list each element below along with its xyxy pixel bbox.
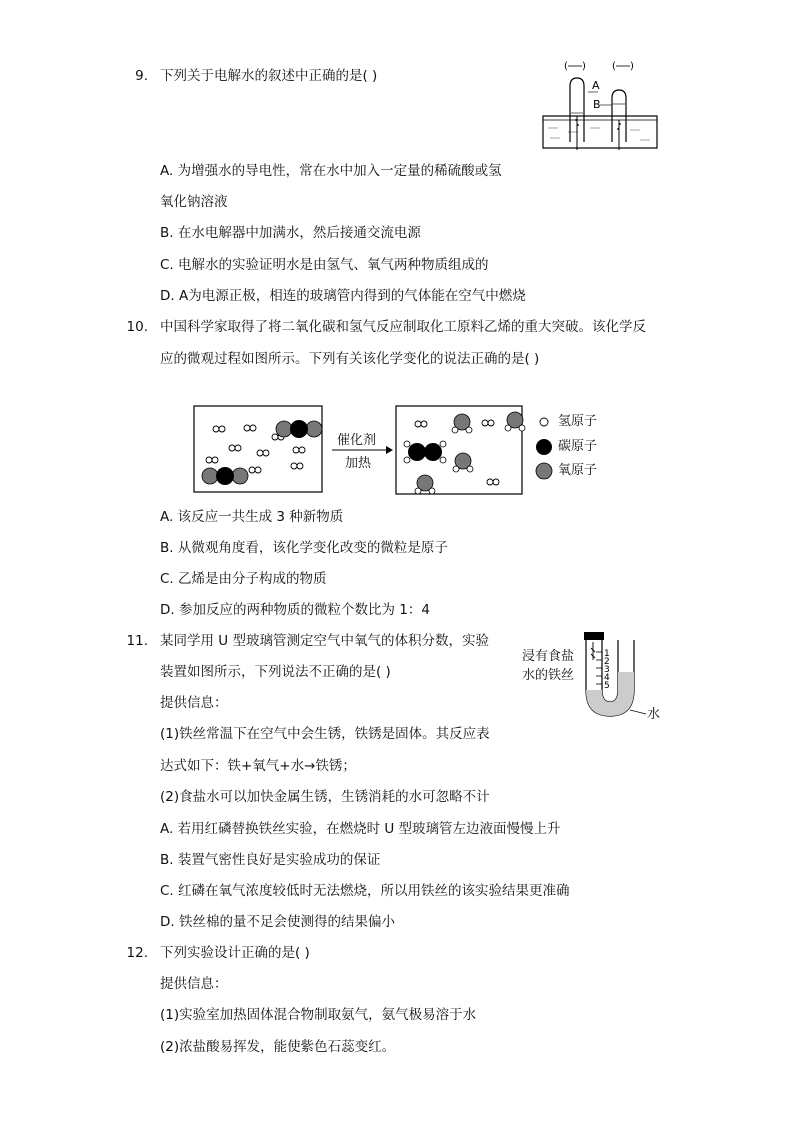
- question-11-stem-line1: 某同学用 U 型玻璃管测定空气中氧气的体积分数，实验: [160, 633, 489, 649]
- q11-option-c: C. 红磷在氧气浓度较低时无法燃烧，所以用铁丝的该实验结果更准确: [160, 883, 570, 899]
- q9-option-a-cont: 氧化钠溶液: [160, 194, 228, 210]
- svg-text:(: (: [564, 61, 568, 72]
- label-iron-wire-line2: 水的铁丝: [522, 668, 575, 683]
- q10-option-c: C. 乙烯是由分子构成的物质: [160, 571, 327, 587]
- q11-info1-line2: 达式如下：铁+氧气+水→铁锈；: [160, 758, 356, 774]
- q9-option-c: C. 电解水的实验证明水是由氢气、氧气两种物质组成的: [160, 257, 489, 273]
- label-b: B: [593, 98, 601, 111]
- reaction-microprocess-figure: [190, 402, 570, 498]
- scale-mark-3: 3: [604, 665, 610, 675]
- question-9-stem: 下列关于电解水的叙述中正确的是( ): [160, 68, 378, 84]
- label-a: A: [592, 79, 600, 92]
- q12-info-title: 提供信息：: [160, 976, 228, 992]
- scale-mark-2: 2: [604, 657, 610, 667]
- scale-mark-5: 5: [604, 681, 610, 691]
- arrow-label-heat: 加热: [345, 456, 372, 471]
- question-11-stem-line2: 装置如图所示，下列说法不正确的是( ): [160, 664, 391, 680]
- question-10-stem-line2: 应的微观过程如图所示。下列有关该化学变化的说法正确的是( ): [160, 351, 540, 367]
- q11-option-b: B. 装置气密性良好是实验成功的保证: [160, 852, 381, 868]
- q11-info1-line1: (1)铁丝常温下在空气中会生锈，铁锈是固体。其反应表: [160, 726, 490, 742]
- legend-hydrogen-label: 氢原子: [558, 414, 598, 429]
- q12-info2: (2)浓盐酸易挥发，能使紫色石蕊变红。: [160, 1039, 396, 1055]
- scale-mark-1: 1: [604, 649, 610, 659]
- question-10-number: 10.: [126, 319, 148, 335]
- question-11-number: 11.: [126, 633, 148, 649]
- q10-option-a: A. 该反应一共生成 3 种新物质: [160, 509, 344, 525]
- q9-option-a: A. 为增强水的导电性，常在水中加入一定量的稀硫酸或氢: [160, 163, 502, 179]
- scale-mark-4: 4: [604, 673, 610, 683]
- q11-option-a: A. 若用红磷替换铁丝实验，在燃烧时 U 型玻璃管左边液面慢慢上升: [160, 821, 561, 837]
- q11-option-d: D. 铁丝棉的量不足会使测得的结果偏小: [160, 914, 395, 930]
- question-12-number: 12.: [126, 945, 148, 961]
- q11-info-title: 提供信息：: [160, 695, 228, 711]
- label-water: 水: [647, 707, 661, 722]
- svg-text:(: (: [612, 61, 616, 72]
- question-9-number: 9.: [135, 68, 148, 84]
- legend-oxygen-label: 氧原子: [558, 463, 598, 478]
- legend-carbon-icon: [536, 439, 552, 455]
- q9-option-b: B. 在水电解器中加满水，然后接通交流电源: [160, 225, 421, 241]
- svg-text:): ): [630, 61, 634, 72]
- legend-carbon-label: 碳原子: [558, 439, 598, 454]
- q12-info1: (1)实验室加热固体混合物制取氨气，氨气极易溶于水: [160, 1007, 477, 1023]
- legend-hydrogen-icon: [540, 418, 548, 426]
- electrolysis-apparatus-figure: [540, 58, 662, 154]
- label-iron-wire-line1: 浸有食盐: [522, 649, 575, 664]
- question-12-stem: 下列实验设计正确的是( ): [160, 945, 310, 961]
- q10-option-b: B. 从微观角度看，该化学变化改变的微粒是原子: [160, 540, 448, 556]
- question-10-stem-line1: 中国科学家取得了将二氧化碳和氢气反应制取化工原料乙烯的重大突破。该化学反: [160, 319, 646, 335]
- svg-text:): ): [582, 61, 586, 72]
- q11-info2: (2)食盐水可以加快金属生锈，生锈消耗的水可忽略不计: [160, 789, 490, 805]
- q10-option-d: D. 参加反应的两种物质的微粒个数比为 1：4: [160, 602, 430, 618]
- legend-oxygen-icon: [536, 463, 552, 479]
- arrow-label-catalyst: 催化剂: [337, 433, 377, 448]
- q9-option-d: D. A为电源正极，相连的玻璃管内得到的气体能在空气中燃烧: [160, 288, 526, 304]
